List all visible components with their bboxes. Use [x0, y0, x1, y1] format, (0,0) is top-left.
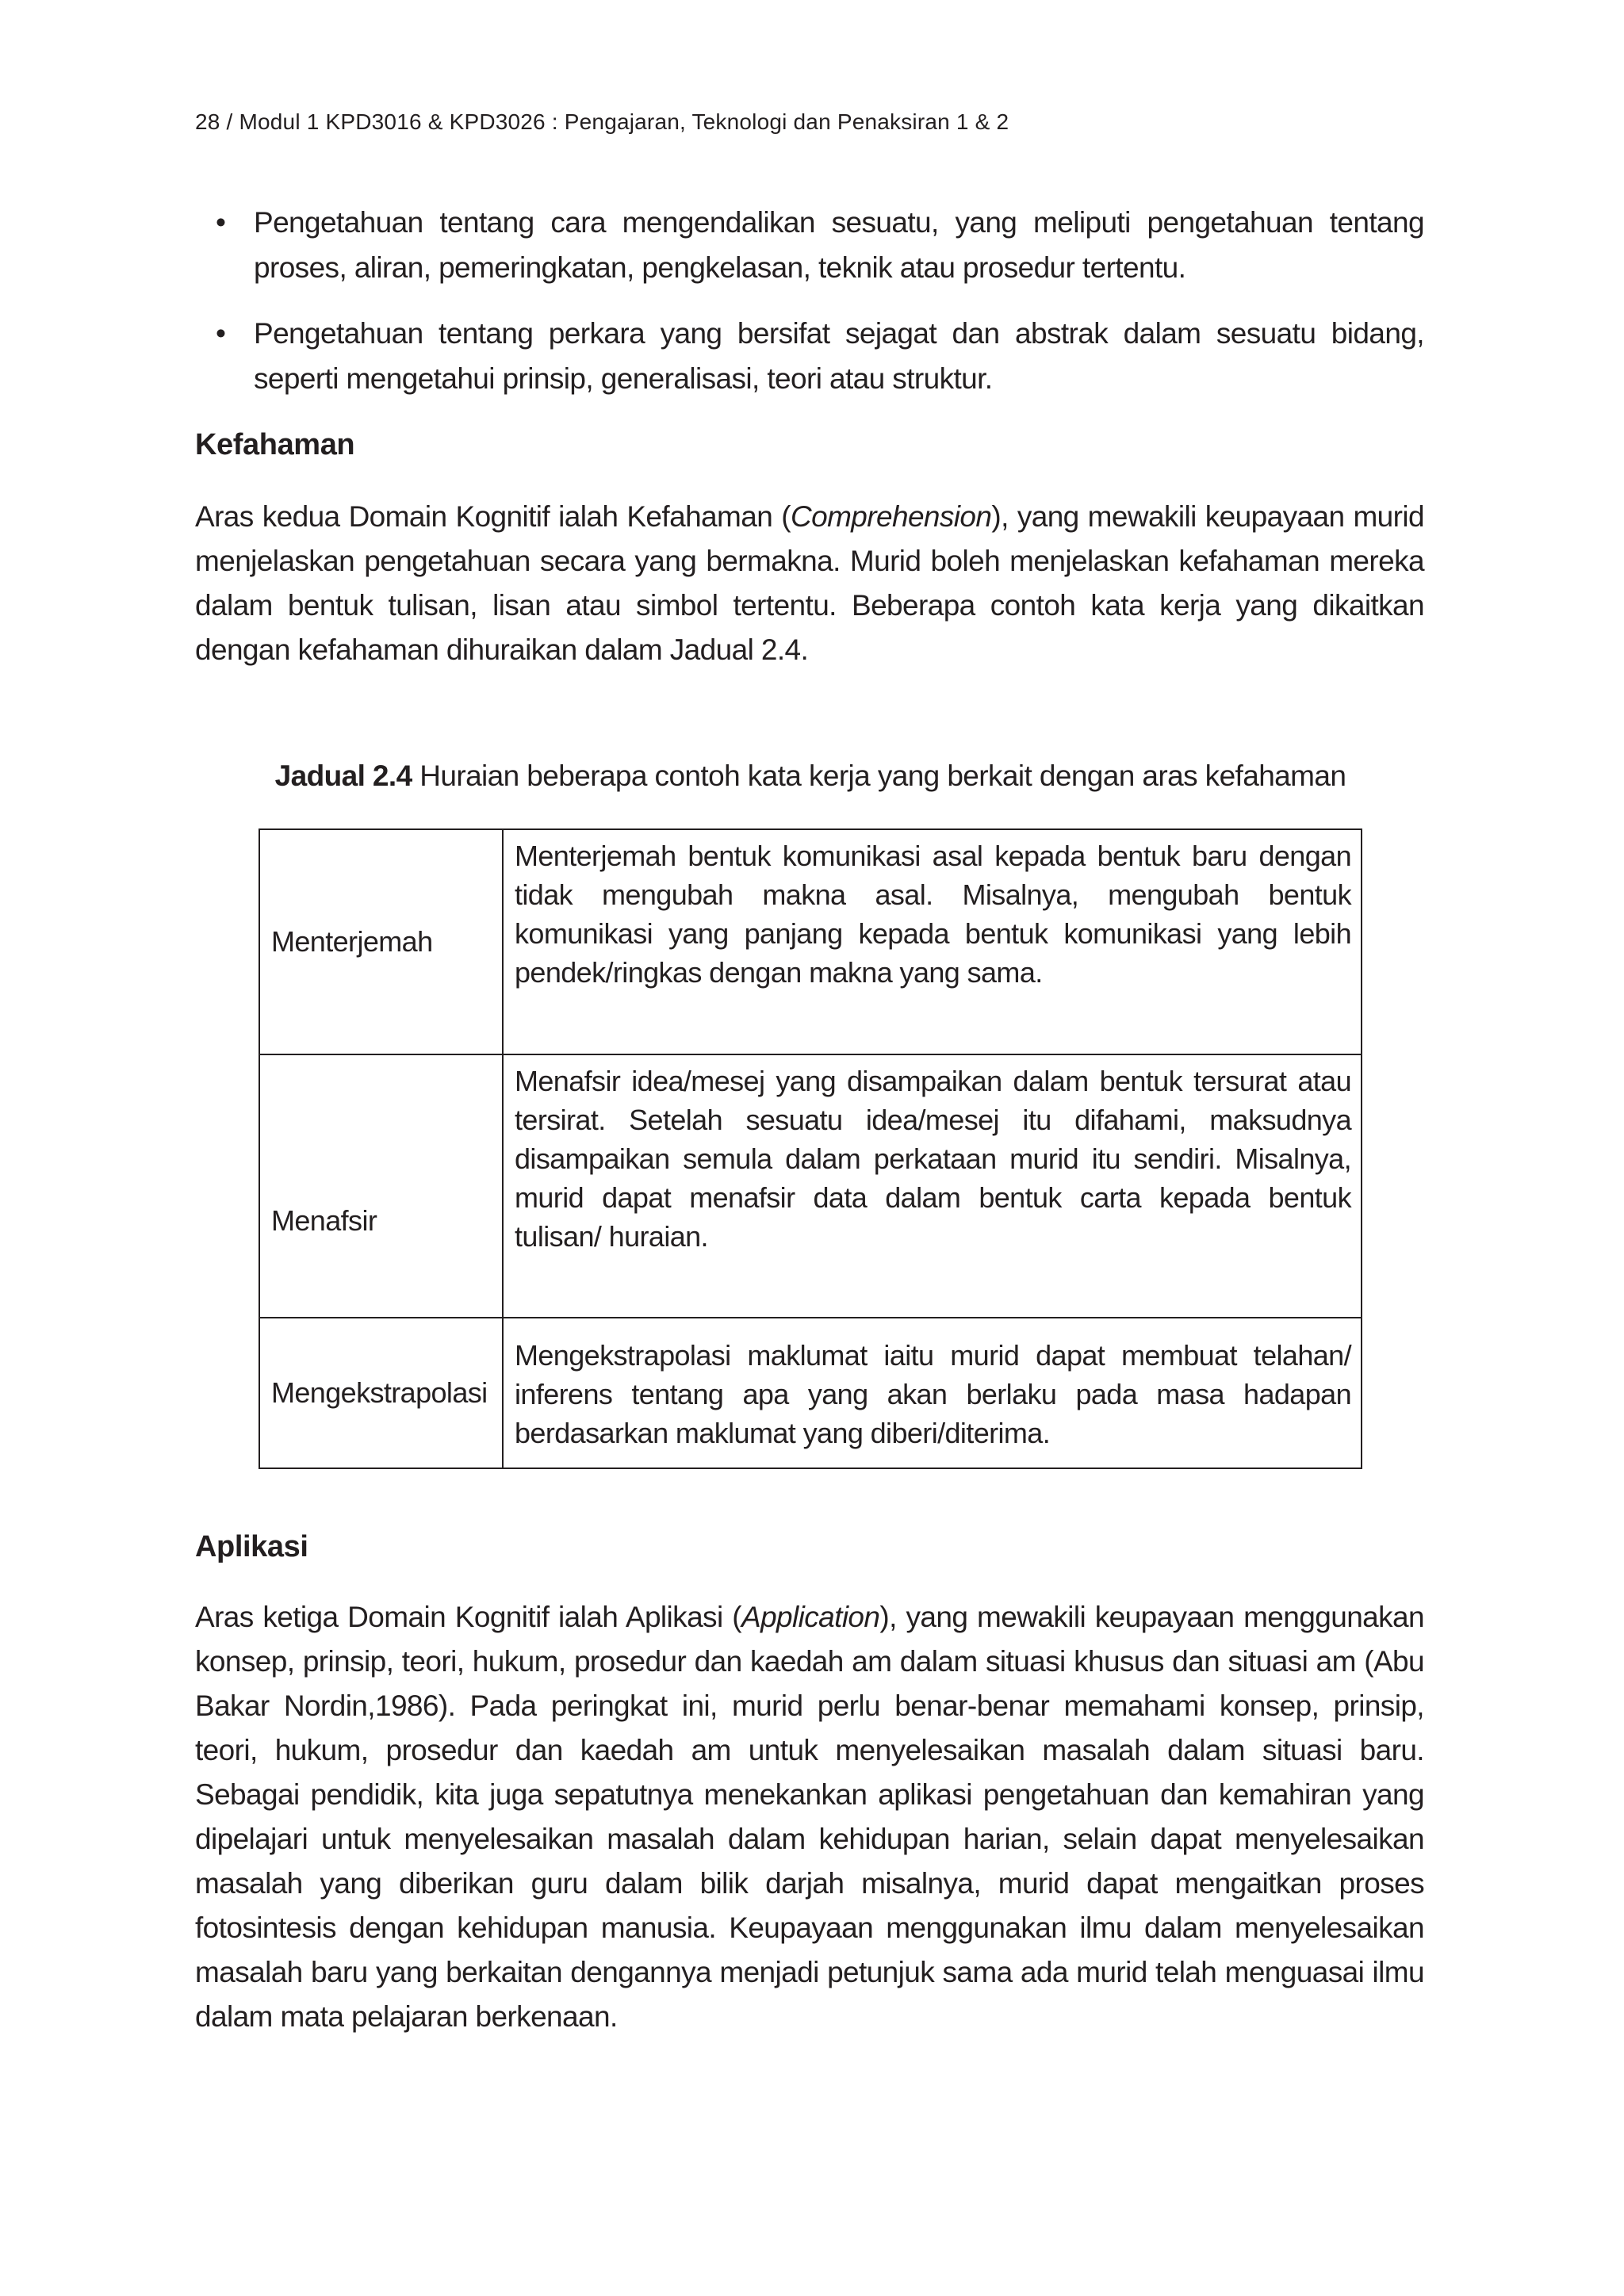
paragraph-italic-term: Application	[741, 1601, 880, 1633]
table-caption-text: Huraian beberapa contoh kata kerja yang berkait dengan aras kefahaman	[412, 760, 1346, 792]
table-cell-term: Menterjemah	[259, 829, 503, 1054]
bullet-icon: •	[216, 206, 226, 239]
bullet-text: Pengetahuan tentang perkara yang bersifat sejagat dan abstrak dalam sesuatu bidang, seperti mengetahui prinsip, generalisasi, teori atau struktur.	[254, 317, 1424, 395]
paragraph-text: Aras kedua Domain Kognitif ialah Kefahaman (	[195, 500, 791, 533]
running-header: 28 / Modul 1 KPD3016 & KPD3026 : Pengajaran, Teknologi dan Penaksiran 1 & 2	[195, 109, 1009, 134]
table-cell-term: Mengekstrapolasi	[259, 1318, 503, 1468]
verb-description-table	[259, 828, 1362, 1469]
table-cell-description: Menterjemah bentuk komunikasi asal kepada bentuk baru dengan tidak mengubah makna asal. Misalnya, mengubah bentuk komunikasi yang panjang kepada bentuk komunikasi yang lebih pendek/ringkas dengan makna yang sama.	[503, 829, 1362, 1054]
paragraph-text: Aras ketiga Domain Kognitif ialah Aplikasi (	[195, 1601, 741, 1633]
table-cell-term: Menafsir	[259, 1054, 503, 1318]
table-row	[259, 829, 1362, 1054]
table-cell-description: Mengekstrapolasi maklumat iaitu murid dapat membuat telahan/ inferens tentang apa yang akan berlaku pada masa hadapan berdasarkan maklumat yang diberi/diterima.	[503, 1318, 1362, 1468]
paragraph-italic-term: Comprehension	[790, 500, 992, 533]
section-heading-kefahaman: Kefahaman	[195, 428, 355, 461]
bullet-list	[216, 200, 1424, 422]
list-item	[216, 311, 1424, 401]
table-caption-label: Jadual 2.4	[274, 760, 412, 792]
table-row	[259, 1054, 1362, 1318]
list-item	[216, 200, 1424, 290]
paragraph-kefahaman	[195, 495, 1424, 672]
section-heading-aplikasi: Aplikasi	[195, 1530, 308, 1563]
bullet-icon: •	[216, 317, 226, 350]
paragraph-text: ), yang mewakili keupayaan murid menjelaskan pengetahuan secara yang bermakna. Murid boleh menjelaskan kefahaman mereka dalam bentuk tulisan, lisan atau simbol tertentu. Beberapa contoh kata kerja yang dikaitkan dengan kefahaman dihuraikan dalam Jadual 2.4.	[195, 500, 1424, 666]
table-caption	[195, 760, 1426, 793]
paragraph-text: ), yang mewakili keupayaan menggunakan konsep, prinsip, teori, hukum, prosedur dan kaedah am dalam situasi khusus dan situasi am (Abu Bakar Nordin,1986). Pada peringkat ini, murid perlu benar-benar memahami konsep, prinsip, teori, hukum, prosedur dan kaedah am untuk menyelesaikan masalah dalam situasi baru. Sebagai pendidik, kita juga sepatutnya menekankan aplikasi pengetahuan dan kemahiran yang dipelajari untuk menyelesaikan masalah dalam kehidupan harian, selain dapat menyelesaikan masalah yang diberikan guru dalam bilik darjah misalnya, murid dapat mengaitkan proses fotosintesis dengan kehidupan manusia. Keupayaan menggunakan ilmu dalam menyelesaikan masalah baru yang berkaitan dengannya menjadi petunjuk sama ada murid telah menguasai ilmu dalam mata pelajaran berkenaan.	[195, 1601, 1424, 2033]
table-cell-description: Menafsir idea/mesej yang disampaikan dalam bentuk tersurat atau tersirat. Setelah sesuatu idea/mesej itu difahami, maksudnya disampaikan semula dalam perkataan murid itu sendiri. Misalnya, murid dapat menafsir data dalam bentuk carta kepada bentuk tulisan/ huraian.	[503, 1054, 1362, 1318]
table-row	[259, 1318, 1362, 1468]
paragraph-aplikasi	[195, 1595, 1424, 2039]
bullet-text: Pengetahuan tentang cara mengendalikan sesuatu, yang meliputi pengetahuan tentang proses, aliran, pemeringkatan, pengkelasan, teknik atau prosedur tertentu.	[254, 206, 1424, 284]
